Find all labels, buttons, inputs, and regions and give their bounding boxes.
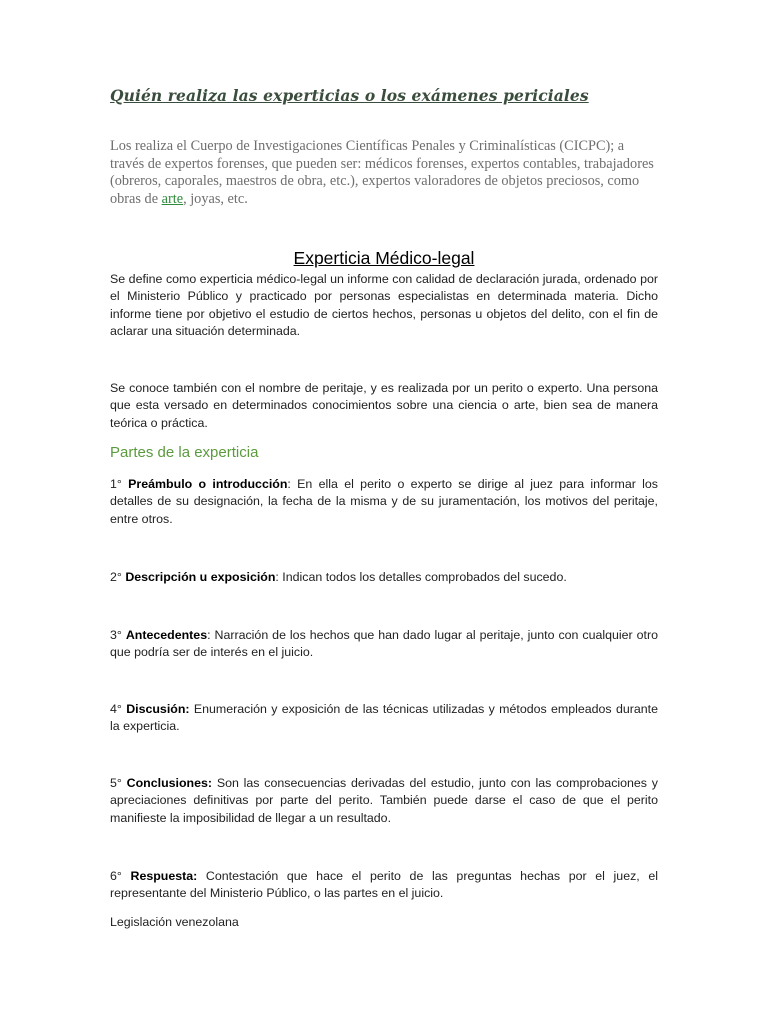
item-text: Contestación que hace el perito de las preguntas hechas por el juez, el representante del Ministerio Público, o las partes en el juicio.: [110, 869, 659, 901]
parts-subheading: Partes de la experticia: [110, 444, 259, 461]
item-term: Descripción u exposición: [125, 570, 276, 584]
item-number: 2°: [110, 570, 122, 584]
list-item-discusion: [110, 701, 658, 736]
item-term: Conclusiones:: [126, 776, 213, 790]
item-text: : En ella el perito o experto se dirige al juez para informar los detalles de su designación, la fecha de la misma y de su juramentación, los motivos del peritaje, entre otros.: [110, 477, 658, 526]
main-title: Experticia Médico-legal: [293, 248, 475, 268]
item-text: Son las consecuencias derivadas del estudio, junto con las comprobaciones y apreciaciones definitivas por parte del perito. También puede darse el caso de que el perito manifieste la imposibilidad de llegar a un resultado.: [110, 776, 658, 825]
intro-text-end: , joyas, etc.: [183, 190, 248, 207]
arte-link[interactable]: arte: [161, 190, 184, 207]
item-term: Antecedentes: [125, 628, 208, 642]
item-text: : Indican todos los detalles comprobados del sucedo.: [275, 570, 567, 584]
list-item-respuesta: [110, 868, 658, 903]
list-item-descripcion: [110, 569, 658, 586]
list-item-conclusiones: [110, 775, 658, 827]
item-text: : Narración de los hechos que han dado lugar al peritaje, junto con cualquier otro que podría ser de interés en el juicio.: [110, 628, 658, 660]
closing-line: Legislación venezolana: [110, 915, 239, 929]
section-heading: Quién realiza las experticias o los exámenes periciales: [110, 86, 589, 105]
item-term: Preámbulo o introducción: [128, 477, 288, 491]
item-term: Respuesta:: [130, 869, 198, 883]
list-item-preambulo: [110, 476, 658, 528]
definition-paragraph: Se define como experticia médico-legal un informe con calidad de declaración jurada, ordenado por el Ministerio Público y practicado por personas especialistas en determinada materia. Dicho informe tiene por objetivo el estudio de ciertos hechos, personas u objetos del delito, con el fin de aclarar una situación determinada.: [110, 272, 658, 338]
item-number: 4°: [110, 702, 122, 716]
item-number: 1°: [110, 477, 122, 491]
item-term: Discusión:: [126, 702, 190, 716]
item-number: 3°: [110, 628, 122, 642]
list-item-antecedentes: [110, 627, 658, 662]
item-text: Enumeración y exposición de las técnicas utilizadas y métodos empleados durante la experticia.: [110, 702, 658, 734]
item-number: 5°: [110, 776, 122, 790]
peritaje-paragraph: Se conoce también con el nombre de peritaje, y es realizada por un perito o experto. Una persona que esta versado en determinados conocimientos sobre una ciencia o arte, bien sea de manera teórica o práctica.: [110, 381, 658, 430]
intro-paragraph: [110, 138, 658, 208]
intro-text-start: Los realiza el Cuerpo de Investigaciones Científicas Penales y Criminalísticas (CICPC); a través de expertos forenses, que pueden ser: médicos forenses, expertos contables, trabajadores (obreros, caporales, maestros de obra, etc.), expertos valoradores de objetos preciosos, como obras de: [110, 138, 654, 207]
item-number: 6°: [110, 869, 122, 883]
